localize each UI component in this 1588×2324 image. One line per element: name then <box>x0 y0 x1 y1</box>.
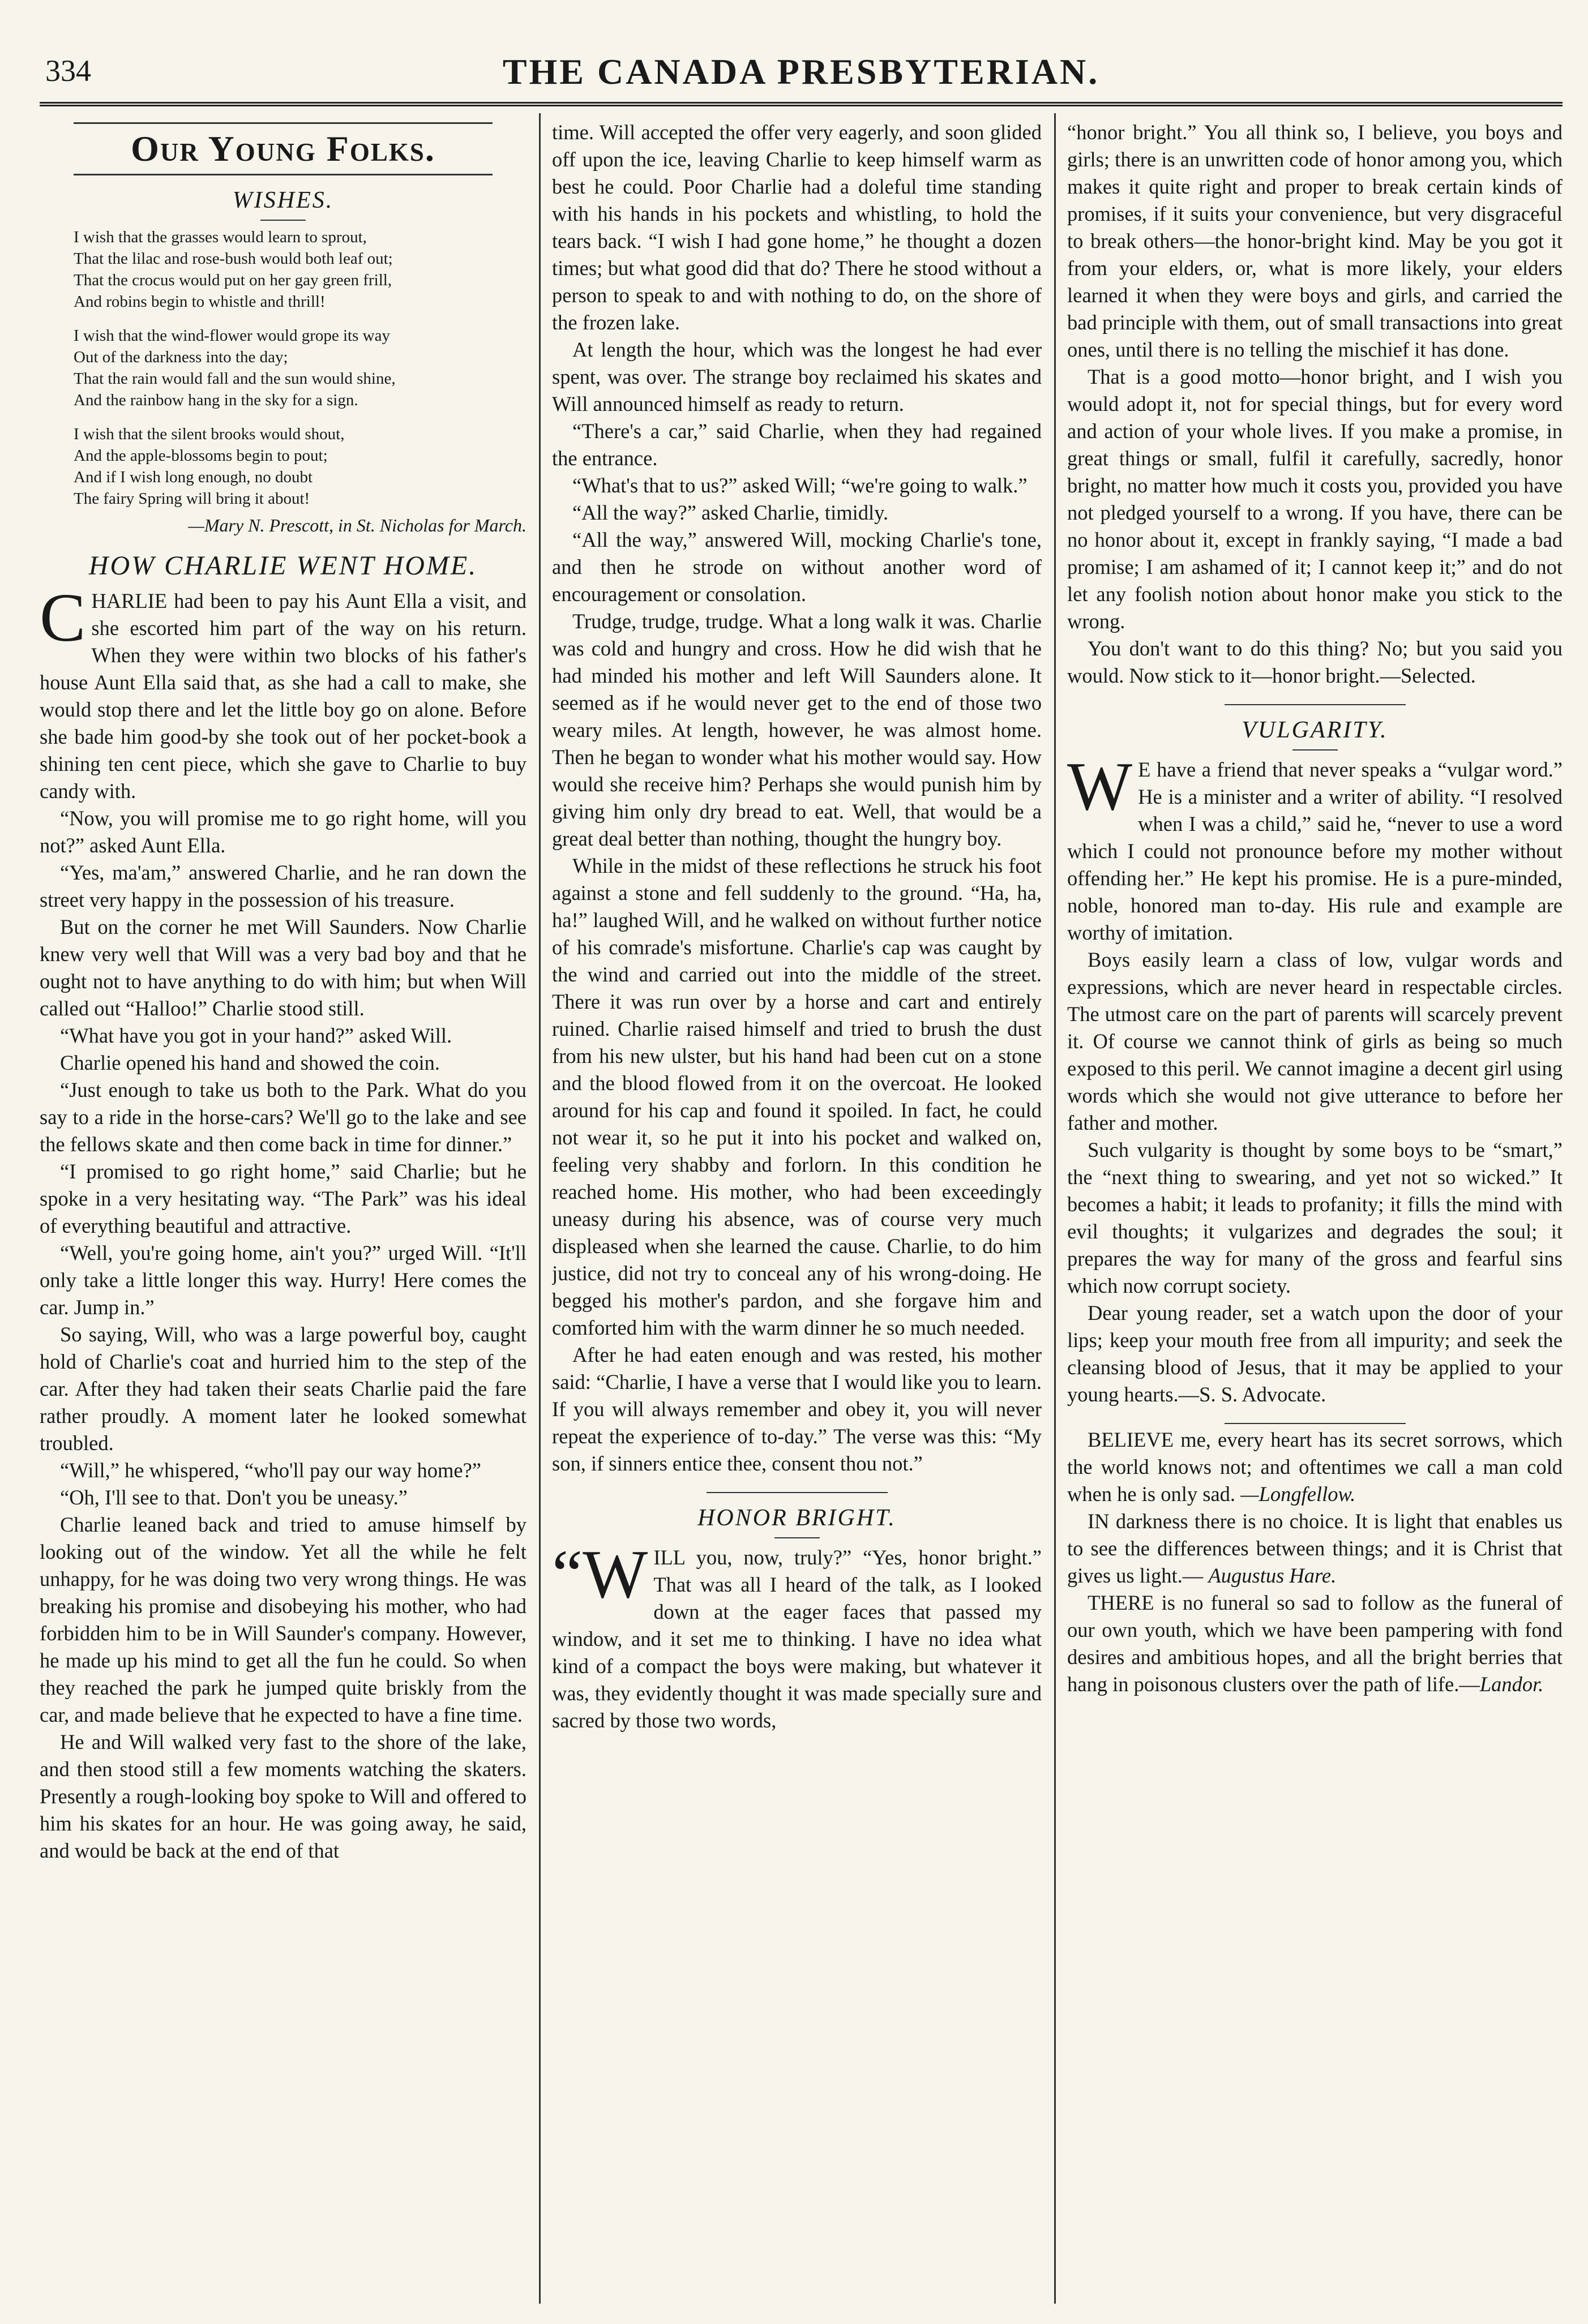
paragraph: W E have a friend that never speaks a “vulgar word.” He is a minister and a writer of ability. “I resolved when I was a child,” said he, “never to use a word which I could not pronounce before my mother without offending her.” He kept his promise. He is a pure-minded, noble, honored man to-day. His rule and example are worthy of imitation. <box>1067 748 1563 944</box>
title-rule <box>1292 749 1338 751</box>
paragraph: “All the way,” answered Will, mocking Charlie's tone, and then he strode on without another word of encouragement or consolation. <box>552 528 1042 606</box>
paragraph: While in the midst of these reflections he struck his foot against a stone and fell suddenly to the ground. “Ha, ha, ha!” laughed Will, and he walked on without further notice of his comrade's misfortune. Charlie's cap was caught by the wind and carried out into the middle of the street. There it was run over by a horse and cart and entirely ruined. Charlie raised himself and tried to brush the dust from his new ulster, but his hand had been cut on a stone and the blood flowed from it on the overcoat. He looked around for his cap and found it spoiled. In fact, he could not wear it, so he put it into his pocket and walked on, feeling very shabby and forlorn. In this condition he reached home. His mother, who had been exceedingly uneasy during his absence, was of course very much displeased when she learned the cause. Charlie, to do him justice, did not try to conceal any of his wrong-doing. He begged his mother's pardon, and she forgave him and comforted him with the warm dinner he so much needed. <box>552 854 1042 1339</box>
poem-title: WISHES. <box>232 187 334 213</box>
paragraph: time. Will accepted the offer very eagerly, and soon glided off upon the ice, leaving Charlie to keep himself warm as best he could. Poor Charlie had a doleful time standing with his hands in his pockets and whistling, to hold the tears back. “I wish I had gone home,” he thought a dozen times; but what good did that do? There he stood without a person to speak to and with nothing to do, on the shore of the frozen lake. <box>552 121 1042 334</box>
poem-attribution: —Mary N. Prescott, in St. Nicholas for March. <box>188 515 527 535</box>
poem-line: And the rainbow hang in the sky for a sign. <box>74 391 358 409</box>
poem-line: And robins begin to whistle and thrill! <box>74 293 326 311</box>
column-2 <box>552 119 1042 2304</box>
quotation-attribution: Landor. <box>1479 1673 1544 1696</box>
department-heading: Our Young Folks. <box>74 122 493 175</box>
column-separator <box>1054 113 1056 2304</box>
paragraph: “All the way?” asked Charlie, timidly. <box>572 501 889 524</box>
paragraph: Boys easily learn a class of low, vulgar words and expressions, which are never heard in respectable circles. The utmost care on the part of parents will scarcely prevent it. Of course we cannot think of girls as being so much exposed to this peril. We cannot imagine a decent girl using words which she would not give utterance to before her father and mother. <box>1067 948 1563 1134</box>
poem-line: And if I wish long enough, no doubt <box>74 468 313 486</box>
column-separator <box>539 113 541 2304</box>
paragraph: Such vulgarity is thought by some boys to be “smart,” the “next thing to swearing, and yet not so wicked.” It becomes a habit; it leads to profanity; it fills the mind with evil thoughts; it vulgarizes and degrades the soul; it prepares the way for many of the gross and fearful sins which now corrupt society. <box>1067 1138 1563 1297</box>
paragraph: “What's that to us?” asked Will; “we're going to walk.” <box>572 474 1028 497</box>
quotation: THERE is no funeral so sad to follow as the funeral of our own youth, which we have been pampering with fond desires and ambitious hopes, and all the bright berries that hang in poisonous clusters over the path of life.—Landor. <box>1067 1591 1563 1696</box>
article-title: VULGARITY. <box>1242 717 1388 743</box>
page-number: 334 <box>45 54 91 88</box>
poem-line: I wish that the grasses would learn to sprout, <box>74 228 367 246</box>
section-rule <box>1225 704 1406 705</box>
quotation: IN darkness there is no choice. It is light that enables us to see the differences between things; and it is Christ that gives us light.— Augustus Hare. <box>1067 1510 1563 1587</box>
paragraph: “There's a car,” said Charlie, when they had regained the entrance. <box>552 419 1042 470</box>
paragraph: He and Will walked very fast to the shore of the lake, and then stood still a few moments watching the skaters. Presently a rough-looking boy spoke to Will and offered to him his skates for an hour. He was going away, he said, and would be back at the end of that <box>40 1730 527 1862</box>
paragraph: “WILL you, now, truly?” “Yes, honor bright.” That was all I heard of the talk, as I looked down at the eager faces that passed my window, and it set me to thinking. I have no idea what kind of a compact the boys were making, but whatever it was, they evidently thought it was made specially sure and sacred by those two words, <box>552 1536 1042 1732</box>
poem-line: That the rain would fall and the sun would shine, <box>74 370 396 388</box>
masthead: THE CANADA PRESBYTERIAN. <box>502 52 1100 92</box>
quotation-attribution: —Longfellow. <box>1240 1482 1356 1506</box>
column-3 <box>1067 119 1563 2304</box>
paragraph: At length the hour, which was the longest he had ever spent, was over. The strange boy reclaimed his skates and Will announced himself as ready to return. <box>552 338 1042 415</box>
quotation: BELIEVE me, every heart has its secret sorrows, which the world knows not; and oftentimes we call a man cold when he is only sad. —Longfellow. <box>1067 1428 1563 1506</box>
poem-line: I wish that the silent brooks would shout, <box>74 425 345 443</box>
section-rule <box>707 1492 888 1493</box>
poem-line: That the crocus would put on her gay green frill, <box>74 271 392 289</box>
paragraph: But on the corner he met Will Saunders. Now Charlie knew very well that Will was a very bad boy and that he ought not to have anything to do with him; but when Will called out “Halloo!” Charlie stood still. <box>40 915 527 1020</box>
story-title: HOW CHARLIE WENT HOME. <box>88 551 478 581</box>
paragraph: “Well, you're going home, ain't you?” urged Will. “It'll only take a little longer this way. Hurry! Here comes the car. Jump in.” <box>40 1241 527 1319</box>
title-rule <box>260 220 306 221</box>
paragraph: “I promised to go right home,” said Charlie; but he spoke in a very hesitating way. “The Park” was his ideal of everything beautiful and attractive. <box>40 1160 527 1237</box>
section-rule <box>1225 1423 1406 1424</box>
paragraph: Dear young reader, set a watch upon the door of your lips; keep your mouth free from all impurity; and seek the cleansing blood of Jesus, that it may be applied to your young hearts.—S. S. Advocate. <box>1067 1301 1563 1406</box>
title-rule <box>774 1537 820 1538</box>
poem-line: Out of the darkness into the day; <box>74 348 288 366</box>
paragraph: “Yes, ma'am,” answered Charlie, and he ran down the street very happy in the possession of his treasure. <box>40 861 527 911</box>
paragraph: “What have you got in your hand?” asked Will. <box>60 1024 452 1047</box>
poem-line: I wish that the wind-flower would grope its way <box>74 327 390 345</box>
paragraph: “Will,” he whispered, “who'll pay our way home?” <box>60 1459 481 1482</box>
drop-cap: C <box>40 580 86 656</box>
paragraph: Charlie leaned back and tried to amuse himself by looking out of the window. Yet all the while he felt unhappy, for he was doing two very wrong things. He was breaking his promise and disobeying his mother, who had forbidden him to be in Will Saunder's company. However, he made up his mind to get all the fun he could. So when they reached the park he jumped quite briskly from the car, and made believe that he expected to have a fine time. <box>40 1513 527 1726</box>
header-rule <box>40 102 1563 106</box>
paragraph: You don't want to do this thing? No; but you said you would. Now stick to it—honor bright.—Selected. <box>1067 637 1563 687</box>
paragraph: Trudge, trudge, trudge. What a long walk it was. Charlie was cold and hungry and cross. How he did wish that he had minded his mother and left Will Saunders alone. It seemed as if he would never get to the end of those two weary miles. At length, however, he was almost home. Then he began to wonder what his mother would say. How would she receive him? Perhaps she would punish him by giving him only dry bread to eat. Well, that would be a great deal better than nothing, thought the hungry boy. <box>552 610 1042 850</box>
paragraph: “Oh, I'll see to that. Don't you be uneasy.” <box>60 1486 408 1509</box>
column-1 <box>40 119 527 2304</box>
poem-line: And the apple-blossoms begin to pout; <box>74 447 328 465</box>
paragraph: “Just enough to take us both to the Park. What do you say to a ride in the horse-cars? We'll go to the lake and see the fellows skate and then come back in time for dinner.” <box>40 1078 527 1156</box>
paragraph: After he had eaten enough and was rested, his mother said: “Charlie, I have a verse that I would like you to learn. If you will always remember and obey it, you will never repeat the experience of to-day.” The verse was this: “My son, if sinners entice thee, consent thou not.” <box>552 1343 1042 1475</box>
drop-cap: “W <box>552 1536 648 1613</box>
paragraph: “Now, you will promise me to go right home, will you not?” asked Aunt Ella. <box>40 807 527 857</box>
paragraph: CHARLIE had been to pay his Aunt Ella a visit, and she escorted him part of the way on his return. When they were within two blocks of his father's house Aunt Ella said that, as she had a call to make, she would stop there and let the little boy go on alone. Before she bade him good-by she took out of her pocket-book a shining ten cent piece, which she gave to Charlie to buy candy with. <box>40 580 527 803</box>
poem <box>74 226 527 509</box>
page-header <box>40 51 1563 96</box>
quotation-attribution: Augustus Hare. <box>1208 1564 1337 1587</box>
paragraph: “honor bright.” You all think so, I believe, you boys and girls; there is an unwritten code of honor among you, which makes it quite right and proper to break certain kinds of promises, if it suits your convenience, but very disgraceful to break others—the honor-bright kind. May be you got it from your elders, or, what is more likely, your elders learned it when they were boys and girls, and carried the bad principle with them, out of small transactions into great ones, until there is no telling the mischief it has done. <box>1067 121 1563 361</box>
article-title: HONOR BRIGHT. <box>697 1505 896 1531</box>
poem-line: The fairy Spring will bring it about! <box>74 490 310 508</box>
paragraph: Charlie opened his hand and showed the coin. <box>60 1051 440 1074</box>
paragraph: So saying, Will, who was a large powerful boy, caught hold of Charlie's coat and hurried him to the step of the car. After they had taken their seats Charlie paid the fare rather proudly. A moment later he looked somewhat troubled. <box>40 1323 527 1455</box>
drop-cap: W <box>1067 748 1133 825</box>
poem-line: That the lilac and rose-bush would both leaf out; <box>74 250 393 268</box>
paragraph: That is a good motto—honor bright, and I wish you would adopt it, not for special things, but for every word and action of your whole lives. If you make a promise, in great things or small, fulfil it carefully, sacredly, honor bright, no matter how much it costs you, provided you have not pledged yourself to a wrong. If you have, there can be no honor about it, except in frankly saying, “I made a bad promise; I am ashamed of it; I cannot keep it;” and do not let any foolish notion about honor make you stick to the wrong. <box>1067 365 1563 633</box>
